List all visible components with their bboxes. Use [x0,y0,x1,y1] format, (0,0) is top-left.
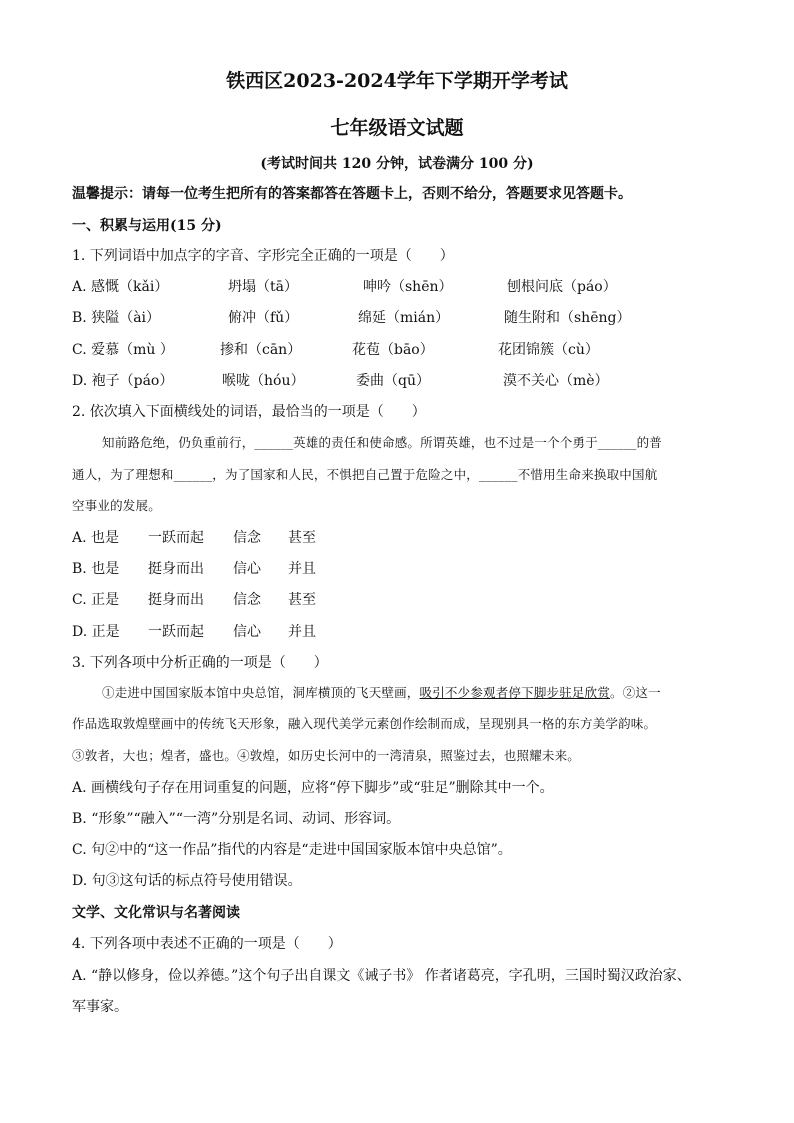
q4-option-a-line-2: 军事家。 [72,999,128,1015]
q1-option-a-4: 刨根问底（páo） [507,279,617,295]
q2-passage-line-2: 通人，为了理想和______，为了国家和人民，不惧把自己置于危险之中，______不惜用生命来换取中国航 [72,467,658,482]
q1-option-a-1: A. 感慨（kǎi） [72,279,169,295]
q2-option-b-1: B. 也是 [72,561,120,577]
q2-option-b-2: 挺身而出 [148,561,204,577]
q3-option-c: C. 句②中的“这一作品”指代的内容是“走进中国国家版本馆中央总馆”。 [72,842,512,858]
q1-option-b-4: 随生附和（shēng） [504,310,631,326]
q2-option-d-3: 信心 [233,624,261,640]
q1-option-b-2: 俯冲（fǔ） [228,310,299,326]
q2-option-c-3: 信念 [233,592,261,608]
q1-option-c-3: 花苞（bāo） [352,342,434,358]
q4-option-a-line-1: A. “静以修身，俭以养德。”这个句子出自课文《诫子书》 作者诸葛亮，字孔明，三国时蜀汉政治家、 [72,968,691,984]
q3-underlined-sentence: 吸引不少参观者停下脚步驻足欣赏 [419,685,611,700]
q3-option-a: A. 画横线句子存在用词重复的问题，应将“停下脚步”或“驻足”删除其中一个。 [72,780,554,796]
exam-title: 铁西区2023-2024学年下学期开学考试 [226,70,568,92]
q1-option-c-2: 掺和（cān） [220,342,302,358]
q2-option-a-2: 一跃而起 [148,530,204,546]
q2-option-c-2: 挺身而出 [148,592,204,608]
q2-option-a-1: A. 也是 [72,530,120,546]
q3-passage-line-2: 作品选取敦煌壁画中的传统飞天形象，融入现代美学元素创作绘制而成，呈现别具一格的东方美学韵味。 [72,716,657,731]
exam-time-note: (考试时间共 120 分钟，试卷满分 100 分) [260,156,534,172]
q1-option-d-1: D. 袍子（páo） [72,373,174,389]
q2-option-d-2: 一跃而起 [148,624,204,640]
q3-stem: 3. 下列各项中分析正确的一项是（ ） [72,655,328,671]
q1-option-b-1: B. 狭隘（ài） [72,310,161,326]
q1-option-d-4: 漠不关心（mè） [503,373,609,389]
q2-option-d-1: D. 正是 [72,624,120,640]
q3-passage-line-1 [102,683,724,701]
q2-passage-line-3: 空事业的发展。 [72,498,161,513]
q1-option-a-3: 呻吟（shēn） [363,279,453,295]
q4-stem: 4. 下列各项中表述不正确的一项是（ ） [72,936,342,952]
q1-option-a-2: 坍塌（tā） [228,279,298,295]
q3-option-d: D. 句③这句话的标点符号使用错误。 [72,873,302,889]
q3-passage-text-b: 。②这一 [610,685,661,700]
q1-stem: 1. 下列词语中加点字的字音、字形完全正确的一项是（ ） [72,248,454,264]
warm-tip: 温馨提示：请每一位考生把所有的答案都答在答题卡上，否则不给分，答题要求见答题卡。 [72,186,632,202]
q2-option-a-3: 信念 [233,530,261,546]
q2-stem: 2. 依次填入下面横线处的词语，最恰当的一项是（ ） [72,404,426,420]
section-2-title: 文学、文化常识与名著阅读 [72,905,240,921]
section-1-title: 一、积累与运用(15 分) [72,218,222,234]
q2-option-b-4: 并且 [288,561,316,577]
q1-option-d-2: 喉咙（hóu） [222,373,305,389]
exam-subtitle: 七年级语文试题 [330,117,464,139]
q3-passage-line-3: ③敦者，大也；煌者，盛也。④敦煌，如历史长河中的一湾清泉，照鉴过去，也照耀未来。 [72,748,581,763]
q2-option-d-4: 并且 [288,624,316,640]
q1-option-b-3: 绵延（mián） [358,310,450,326]
q2-option-c-4: 甚至 [288,592,316,608]
q2-option-a-4: 甚至 [288,530,316,546]
q2-option-b-3: 信心 [233,561,261,577]
q1-option-d-3: 委曲（qū） [356,373,430,389]
q1-option-c-4: 花团锦簇（cù） [498,342,599,358]
q3-option-b: B. “形象”“融入”“一湾”分别是名词、动词、形容词。 [72,811,401,827]
q2-option-c-1: C. 正是 [72,592,120,608]
q2-passage-line-1: 知前路危绝，仍负重前行，______英雄的责任和使命感。所谓英雄，也不过是一个个勇于______的普 [102,435,663,450]
q3-passage-text-a: ①走进中国国家版本馆中央总馆，洞库横顶的飞天壁画， [102,685,420,700]
q1-option-c-1: C. 爱慕（mù ） [72,342,174,358]
